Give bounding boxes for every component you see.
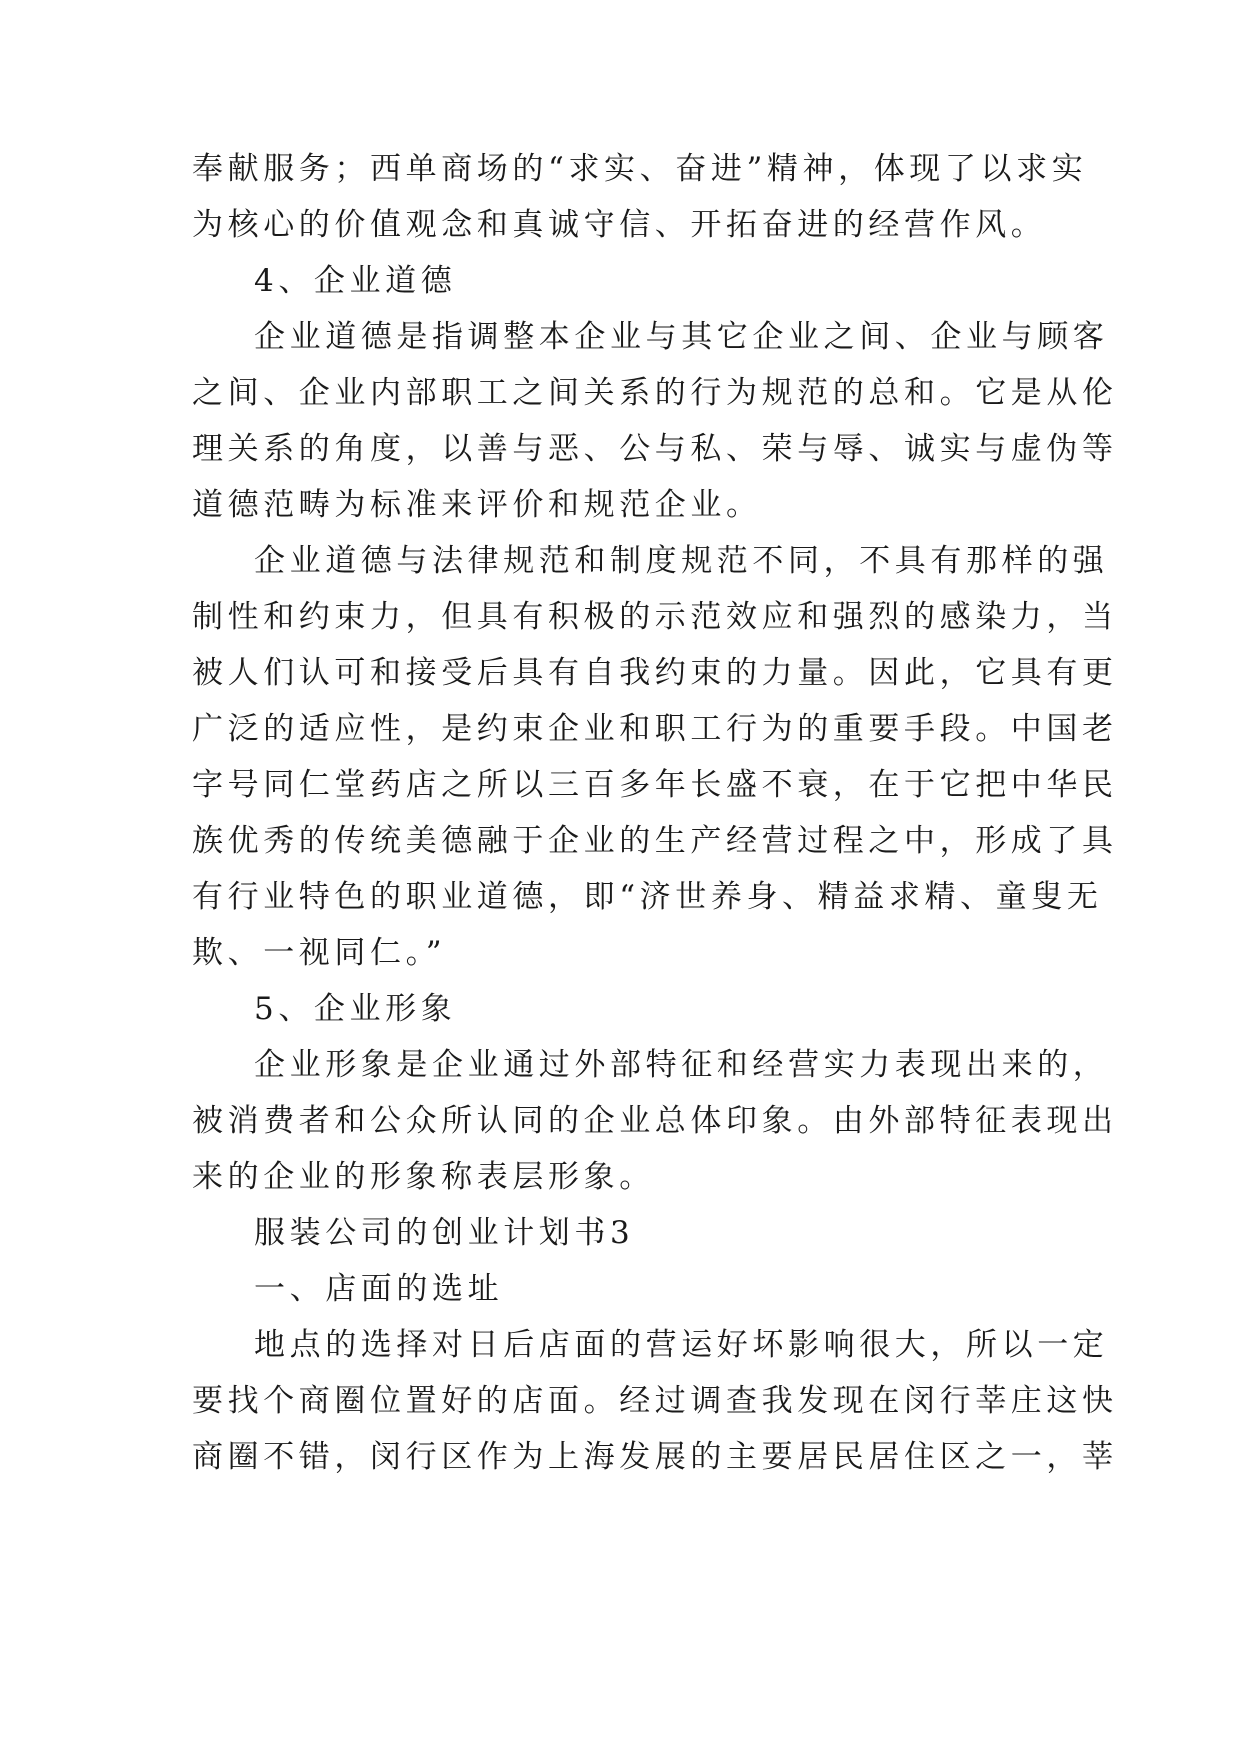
text-line: 制性和约束力，但具有积极的示范效应和强烈的感染力，当	[192, 599, 1118, 635]
text-line: 被人们认可和接受后具有自我约束的力量。因此，它具有更	[192, 655, 1118, 691]
section-heading: 4、企业道德	[254, 263, 457, 299]
text-line: 道德范畴为标准来评价和规范企业。	[192, 487, 762, 523]
text-line: 企业道德是指调整本企业与其它企业之间、企业与顾客	[254, 319, 1109, 355]
text-line: 为核心的价值观念和真诚守信、开拓奋进的经营作风。	[192, 207, 1047, 243]
text-line: 广泛的适应性，是约束企业和职工行为的重要手段。中国老	[192, 711, 1118, 747]
text-line: 要找个商圈位置好的店面。经过调查我发现在闵行莘庄这快	[192, 1383, 1118, 1419]
text-line: 欺、一视同仁。”	[192, 935, 447, 971]
text-line: 有行业特色的职业道德，即“济世养身、精益求精、童叟无	[192, 879, 1103, 915]
text-line: 地点的选择对日后店面的营运好坏影响很大，所以一定	[254, 1327, 1109, 1363]
section-heading: 5、企业形象	[254, 991, 457, 1027]
text-line: 族优秀的传统美德融于企业的生产经营过程之中，形成了具	[192, 823, 1118, 859]
text-line: 字号同仁堂药店之所以三百多年长盛不衰，在于它把中华民	[192, 767, 1118, 803]
text-line: 理关系的角度，以善与恶、公与私、荣与辱、诚实与虚伪等	[192, 431, 1118, 467]
text-line: 企业形象是企业通过外部特征和经营实力表现出来的，	[254, 1047, 1109, 1083]
text-line: 之间、企业内部职工之间关系的行为规范的总和。它是从伦	[192, 375, 1118, 411]
text-line: 被消费者和公众所认同的企业总体印象。由外部特征表现出	[192, 1103, 1118, 1139]
section-heading: 一、店面的选址	[254, 1271, 504, 1307]
text-line: 来的企业的形象称表层形象。	[192, 1159, 655, 1195]
text-line: 奉献服务；西单商场的“求实、奋进”精神，体现了以求实	[192, 151, 1088, 187]
text-line: 商圈不错，闵行区作为上海发展的主要居民居住区之一，莘	[192, 1439, 1118, 1475]
document-title: 服装公司的创业计划书3	[254, 1215, 635, 1251]
text-line: 企业道德与法律规范和制度规范不同，不具有那样的强	[254, 543, 1109, 579]
